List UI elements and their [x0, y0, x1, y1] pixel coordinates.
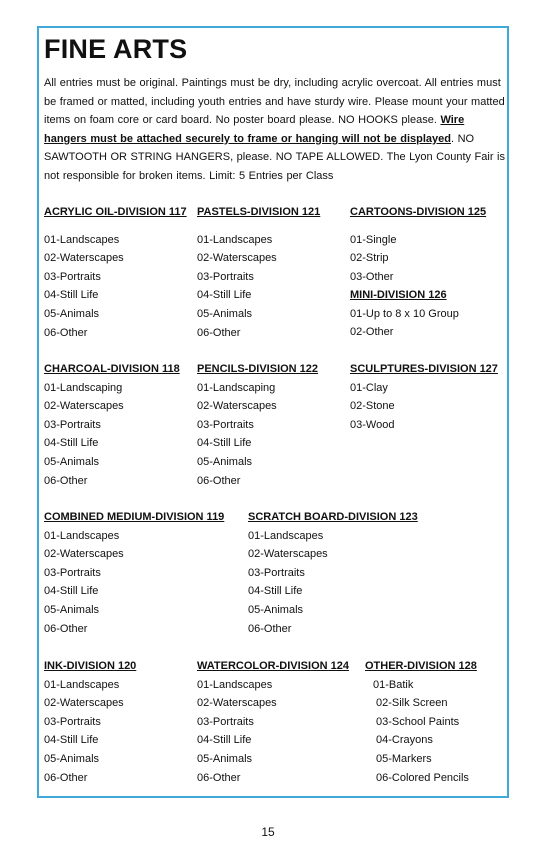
class-item: 04-Crayons [376, 734, 433, 747]
class-item: 06-Other [248, 622, 292, 635]
class-item: 06-Other [44, 326, 88, 339]
class-item: 03-Portraits [248, 566, 305, 579]
rules-text: All entries must be original. Paintings must be dry, including acrylic overcoat. All entries must be framed or matted, including youth entries and have sturdy wire. Please mount your matted items on foam core or card board. No poster board please. NO HOOKS please. [44, 77, 505, 127]
class-item: 01-Landscaping [197, 381, 276, 394]
class-item: 01-Batik [373, 678, 414, 691]
class-item: 03-School Paints [376, 715, 460, 728]
class-item: 02-Strip [350, 252, 389, 265]
class-item: 03-Portraits [197, 418, 254, 431]
class-item: 04-Still Life [197, 289, 252, 302]
page-number: 15 [261, 825, 275, 839]
rules-text-continued: . NO SAWTOOTH OR STRING HANGERS, please. NO TAPE ALLOWED. The Lyon County Fair is not responsible for broken items. Limit: 5 Entries per Class [44, 132, 505, 182]
class-item: 02-Waterscapes [197, 697, 277, 710]
division-heading: COMBINED MEDIUM-DIVISION 119 [44, 511, 225, 523]
class-item: 05-Animals [197, 455, 253, 468]
class-item: 01-Landscapes [44, 678, 120, 691]
wire-hanger-rule: Wire hangers must be attached securely to frame or hanging will not be displayed [44, 114, 465, 145]
class-item: 05-Animals [44, 455, 100, 468]
class-item: 01-Single [350, 233, 397, 246]
class-item: 03-Portraits [44, 418, 101, 431]
class-item: 05-Animals [44, 603, 100, 616]
division-heading: MINI-DIVISION 126 [350, 289, 447, 301]
class-item: 05-Markers [376, 752, 432, 765]
division-heading: CARTOONS-DIVISION 125 [350, 206, 487, 218]
section-acrylic-oil [44, 203, 187, 342]
class-item: 01-Landscapes [197, 233, 273, 246]
class-item: 04-Still Life [197, 734, 252, 747]
section-ink [44, 657, 136, 787]
spacer [44, 222, 187, 231]
section-pastels [197, 203, 320, 342]
class-item: 02-Waterscapes [44, 548, 124, 561]
class-item: 04-Still Life [44, 585, 99, 598]
section-pencils [197, 360, 318, 490]
class-item: 01-Landscapes [44, 233, 120, 246]
section-sculptures [350, 360, 498, 434]
division-heading: OTHER-DIVISION 128 [365, 660, 477, 672]
division-heading: SCRATCH BOARD-DIVISION 123 [248, 511, 418, 523]
class-item: 04-Still Life [44, 734, 99, 747]
class-item: 02-Silk Screen [376, 697, 448, 710]
class-item: 06-Other [197, 326, 241, 339]
class-item: 01-Landscapes [44, 529, 120, 542]
class-item: 01-Landscapes [248, 529, 324, 542]
class-item: 06-Other [44, 474, 88, 487]
class-item: 01-Clay [350, 381, 388, 394]
rules-paragraph [44, 74, 506, 186]
section-charcoal [44, 360, 180, 490]
class-item: 02-Waterscapes [197, 400, 277, 413]
class-item: 02-Waterscapes [44, 400, 124, 413]
class-item: 05-Animals [44, 307, 100, 320]
class-item: 01-Landscapes [197, 678, 273, 691]
page-title: FINE ARTS [44, 34, 188, 64]
class-item: 05-Animals [197, 307, 253, 320]
division-heading: ACRYLIC OIL-DIVISION 117 [44, 206, 187, 218]
class-item: 05-Animals [44, 752, 100, 765]
class-item: 06-Other [44, 771, 88, 784]
section-cartoons [350, 203, 486, 286]
class-item: 05-Animals [248, 603, 304, 616]
class-item: 02-Stone [350, 400, 395, 413]
class-item: 06-Other [197, 474, 241, 487]
class-item: 06-Other [197, 771, 241, 784]
class-item: 06-Colored Pencils [376, 771, 469, 784]
section-combined-medium [44, 508, 224, 638]
section-mini [350, 286, 459, 342]
division-heading: PASTELS-DIVISION 121 [197, 206, 321, 218]
class-item: 06-Other [44, 622, 88, 635]
spacer [197, 222, 320, 231]
class-item: 03-Portraits [197, 715, 254, 728]
spacer [350, 222, 486, 231]
class-item: 02-Waterscapes [248, 548, 328, 561]
class-item: 03-Portraits [44, 566, 101, 579]
division-heading: SCULPTURES-DIVISION 127 [350, 363, 498, 375]
division-heading: INK-DIVISION 120 [44, 660, 137, 672]
class-item: 02-Other [350, 326, 394, 339]
class-item: 04-Still Life [197, 437, 252, 450]
division-heading: WATERCOLOR-DIVISION 124 [197, 660, 349, 672]
section-watercolor [197, 657, 349, 787]
section-other [365, 657, 477, 787]
class-item: 02-Waterscapes [44, 697, 124, 710]
class-item: 03-Portraits [44, 270, 101, 283]
class-item: 02-Waterscapes [44, 252, 124, 265]
division-heading: PENCILS-DIVISION 122 [197, 363, 319, 375]
class-item: 03-Portraits [44, 715, 101, 728]
division-heading: CHARCOAL-DIVISION 118 [44, 363, 180, 375]
class-item: 04-Still Life [44, 437, 99, 450]
class-item: 03-Portraits [197, 270, 254, 283]
class-item: 01-Landscaping [44, 381, 123, 394]
class-item: 03-Wood [350, 418, 395, 431]
class-item: 04-Still Life [44, 289, 99, 302]
class-item: 04-Still Life [248, 585, 303, 598]
class-item: 03-Other [350, 270, 394, 283]
class-item: 01-Up to 8 x 10 Group [350, 307, 459, 320]
section-scratch-board [248, 508, 418, 638]
class-item: 05-Animals [197, 752, 253, 765]
class-item: 02-Waterscapes [197, 252, 277, 265]
